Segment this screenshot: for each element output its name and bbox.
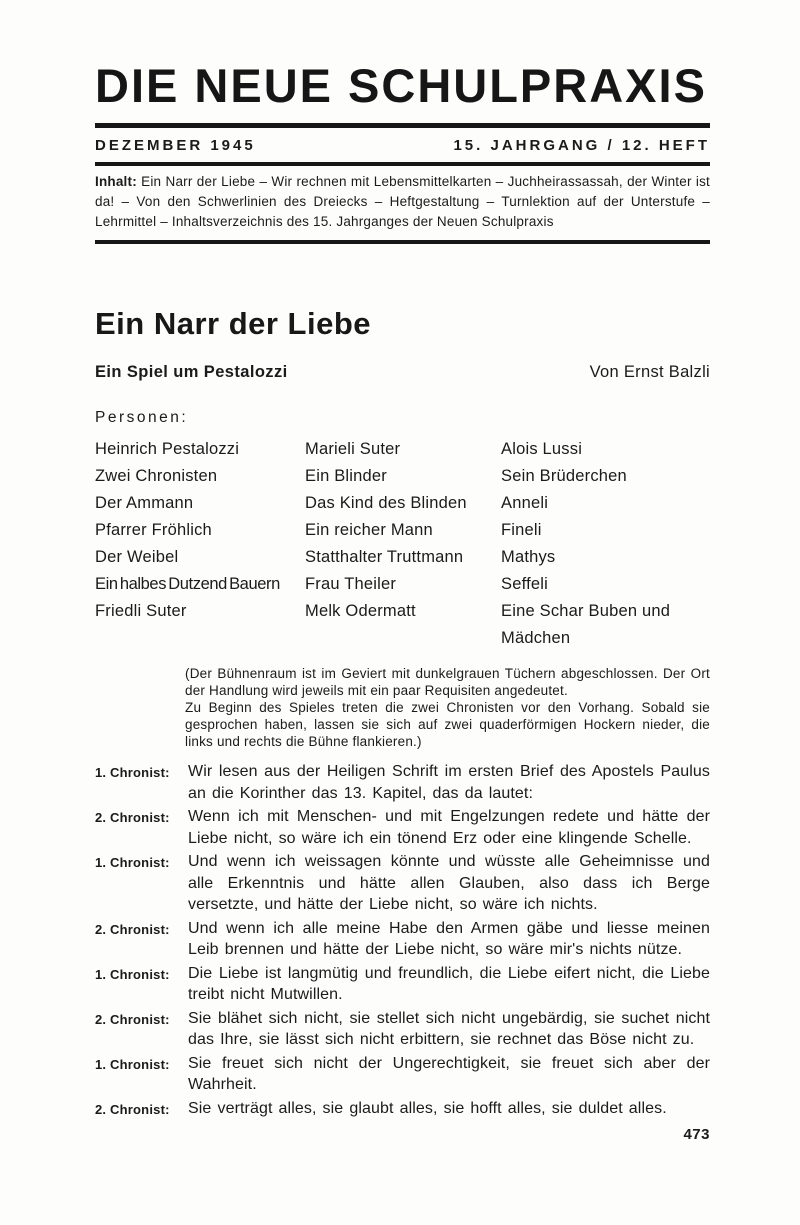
page-footer — [95, 1126, 710, 1144]
speech-text: Wenn ich mit Menschen- und mit Engelzungen redete und hätte der Liebe nicht, so wäre ich ein tönend Erz oder eine klingende Schelle. — [188, 808, 710, 847]
cast-member: Alois Lussi — [501, 440, 583, 459]
subtitle-row — [95, 363, 710, 382]
speech-text: Und wenn ich weissagen könnte und wüsste alle Geheimnisse und alle Erkenntnis und hätte allen Glauben, also dass ich Berge versetzte, und hätte der Liebe nicht, so wäre ich nichts. — [188, 853, 710, 914]
masthead-divider-bottom — [95, 240, 710, 244]
cast-member: Ein Blinder — [305, 467, 387, 486]
dialogue-entry — [95, 1008, 710, 1051]
dialogue-entry — [95, 963, 710, 1006]
speech-text: Und wenn ich alle meine Habe den Armen gäbe und liesse meinen Leib brennen und hätte der Liebe nicht, so wäre mir's nichts nütze. — [188, 919, 710, 959]
cast-member: Anneli — [501, 494, 549, 513]
masthead — [95, 59, 710, 244]
cast-column-1 — [95, 436, 305, 652]
cast-member: Eine Schar Buben und Mädchen — [501, 602, 671, 648]
cast-member: Der Ammann — [95, 494, 194, 513]
speech-text: Sie verträgt alles, sie glaubt alles, sie hofft alles, sie duldet alles. — [188, 1099, 667, 1117]
cast-list — [95, 436, 710, 652]
cast-member: Zwei Chronisten — [95, 467, 218, 486]
speech-text: Sie freuet sich nicht der Ungerechtigkeit, sie freuet sich aber der Wahrheit. — [188, 1054, 710, 1094]
article — [95, 306, 710, 1119]
speaker-label: 2. Chronist: — [95, 1011, 170, 1027]
cast-member: Seffeli — [501, 575, 548, 594]
speaker-label: 2. Chronist: — [95, 810, 170, 826]
speaker-label: 1. Chronist: — [95, 855, 170, 871]
cast-heading: Personen: — [95, 409, 189, 427]
stage-directions-par-2: Zu Beginn des Spieles treten die zwei Chronisten vor den Vorhang. Sobald sie gesprochen haben, lassen sie sich auf zwei quaderförmigen Hockern nieder, die links und rechts die Bühne flankieren.) — [185, 700, 710, 750]
dialogue-entry — [95, 1098, 710, 1120]
cast-column-3 — [501, 436, 710, 652]
speaker-label: 1. Chronist: — [95, 966, 170, 982]
article-subtitle: Ein Spiel um Pestalozzi — [95, 363, 288, 382]
cast-member: Melk Odermatt — [305, 602, 416, 621]
magazine-title: DIE NEUE SCHULPRAXIS — [95, 59, 707, 112]
speech-text: Wir lesen aus der Heiligen Schrift im ersten Brief des Apostels Paulus an die Korinther das 13. Kapitel, das da lautet: — [188, 763, 710, 802]
speaker-label: 2. Chronist: — [95, 921, 170, 937]
dialogue-entry — [95, 918, 710, 961]
stage-directions-par-1: (Der Bühnenraum ist im Geviert mit dunkelgrauen Tüchern abgeschlossen. Der Ort der Handlung wird jeweils mit ein paar Requisiten angedeutet. — [185, 666, 710, 699]
dialogue-entry — [95, 851, 710, 916]
cast-member: Der Weibel — [95, 548, 179, 567]
cast-member: Sein Brüderchen — [501, 467, 627, 486]
speaker-label: 1. Chronist: — [95, 765, 170, 781]
masthead-divider-top — [95, 123, 710, 128]
page-number: 473 — [683, 1126, 710, 1144]
dialogue-entry — [95, 806, 710, 849]
cast-member: Das Kind des Blinden — [305, 494, 467, 513]
issue-date: DEZEMBER 1945 — [95, 136, 256, 154]
cast-member: Fineli — [501, 521, 542, 540]
speaker-label: 1. Chronist: — [95, 1056, 170, 1072]
speech-text: Sie blähet sich nicht, sie stellet sich nicht ungebärdig, sie suchet nicht das Ihre, sie lässt sich nicht erbittern, sie rechnet das Böse nicht zu. — [188, 1009, 710, 1049]
cast-member: Frau Theiler — [305, 575, 397, 594]
contents-summary — [95, 172, 710, 232]
masthead-divider-mid — [95, 162, 710, 166]
dialogue-section — [95, 761, 710, 1119]
contents-label: Inhalt: — [95, 173, 137, 189]
cast-column-2 — [305, 436, 501, 652]
stage-directions — [185, 665, 710, 750]
issue-info-row — [95, 137, 710, 154]
dialogue-entry — [95, 1053, 710, 1096]
cast-member: Pfarrer Fröhlich — [95, 521, 212, 540]
cast-member: Friedli Suter — [95, 602, 187, 621]
cast-member: Heinrich Pestalozzi — [95, 440, 240, 459]
speech-text: Die Liebe ist langmütig und freundlich, die Liebe eifert nicht, die Liebe treibt nicht Mutwillen. — [188, 964, 710, 1004]
dialogue-entry — [95, 761, 710, 804]
cast-member: Mathys — [501, 548, 556, 567]
speaker-label: 2. Chronist: — [95, 1101, 170, 1117]
article-title: Ein Narr der Liebe — [95, 306, 372, 342]
cast-member: Ein reicher Mann — [305, 521, 433, 540]
article-author: Von Ernst Balzli — [589, 363, 710, 382]
cast-member: Marieli Suter — [305, 440, 401, 459]
cast-member: Ein halbes Dutzend Bauern — [95, 575, 280, 594]
volume-and-heft: 15. JAHRGANG / 12. HEFT — [453, 136, 710, 154]
cast-member: Statthalter Truttmann — [305, 548, 464, 567]
contents-text: Ein Narr der Liebe – Wir rechnen mit Lebensmittelkarten – Juchheirassassah, der Winter ist da! – Von den Schwerlinien des Dreiecks – Heftgestaltung – Turnlektion auf der Unterstufe – Lehrmittel – Inhaltsverzeichnis des 15. Jahrganges der Neuen Schulpraxis — [95, 173, 710, 229]
